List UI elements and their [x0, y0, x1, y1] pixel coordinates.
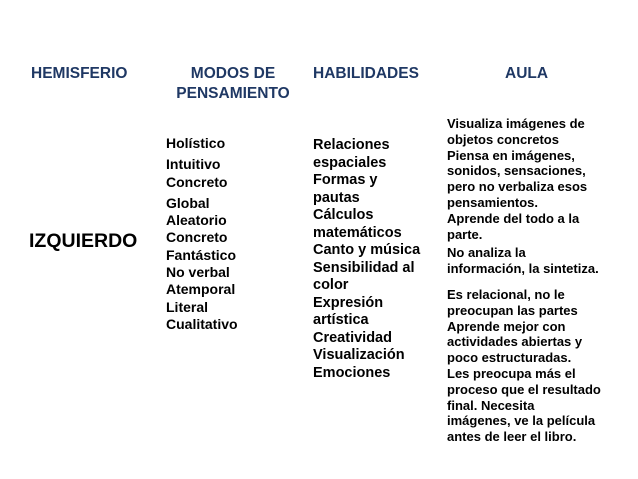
modo-item: Atemporal	[166, 281, 236, 298]
aula-line: antes de leer el libro.	[447, 429, 577, 445]
column-aula	[447, 116, 601, 445]
aula-line: Les preocupa más el	[447, 365, 576, 381]
row-label-izquierdo: IZQUIERDO	[29, 230, 138, 252]
habilidad-item: Emociones	[313, 364, 391, 381]
habilidad-item: pautas	[313, 189, 360, 206]
aula-line: pensamientos.	[447, 194, 539, 210]
aula-line: Aprende mejor con	[447, 318, 566, 334]
aula-line: imágenes, ve la película	[447, 413, 596, 429]
aula-line: información, la sintetiza.	[447, 261, 599, 277]
modo-item: Fantástico	[166, 246, 237, 263]
aula-line: parte.	[447, 226, 483, 242]
modo-item: Global	[166, 194, 210, 211]
aula-line: objetos concretos	[447, 131, 559, 147]
modo-item: Concreto	[166, 229, 228, 246]
habilidad-item: Cálculos	[313, 207, 374, 223]
modo-item: Concreto	[166, 173, 228, 190]
habilidad-item: Relaciones	[313, 137, 390, 153]
header-habilidades: HABILIDADES	[313, 65, 419, 82]
habilidad-item: Canto y música	[313, 242, 421, 258]
aula-line: proceso que el resultado	[447, 381, 601, 397]
habilidad-item: artística	[313, 312, 369, 328]
aula-line: No analiza la	[447, 245, 526, 261]
modo-item: Cualitativo	[166, 315, 238, 332]
header-modos-line1: MODOS DE	[190, 65, 276, 82]
aula-line: poco estructuradas.	[447, 350, 572, 366]
modo-item: Aleatorio	[166, 212, 227, 229]
column-habilidades	[313, 137, 420, 382]
habilidad-item: Expresión	[313, 294, 384, 311]
aula-line: Es relacional, no le	[447, 286, 565, 302]
column-modos	[166, 135, 238, 333]
modo-item: Holístico	[166, 135, 226, 151]
header-hemisferio: HEMISFERIO	[31, 65, 128, 82]
habilidad-item: matemáticos	[313, 224, 402, 241]
habilidad-item: color	[313, 277, 349, 293]
habilidad-item: Visualización	[313, 347, 405, 363]
header-modos-de-pensamiento	[166, 64, 300, 104]
aula-line: Visualiza imágenes de	[447, 116, 585, 131]
habilidad-item: Creatividad	[313, 329, 392, 346]
habilidad-item: Sensibilidad al	[313, 259, 415, 276]
modo-item: Intuitivo	[166, 156, 221, 173]
aula-line: Aprende del todo a la	[447, 210, 580, 226]
habilidad-item: espaciales	[313, 154, 387, 171]
header-modos-line2: PENSAMIENTO	[176, 85, 290, 102]
habilidad-item: Formas y	[313, 172, 378, 188]
aula-line: actividades abiertas y	[447, 334, 583, 350]
aula-line: Piensa en imágenes,	[447, 147, 575, 163]
modo-item: Literal	[166, 298, 209, 315]
header-aula: AULA	[505, 65, 549, 82]
aula-line: sonidos, sensaciones,	[447, 163, 586, 179]
modo-item: No verbal	[166, 264, 230, 281]
aula-line: preocupan las partes	[447, 302, 578, 318]
aula-line: final. Necesita	[447, 397, 535, 413]
aula-line: pero no verbaliza esos	[447, 179, 588, 195]
